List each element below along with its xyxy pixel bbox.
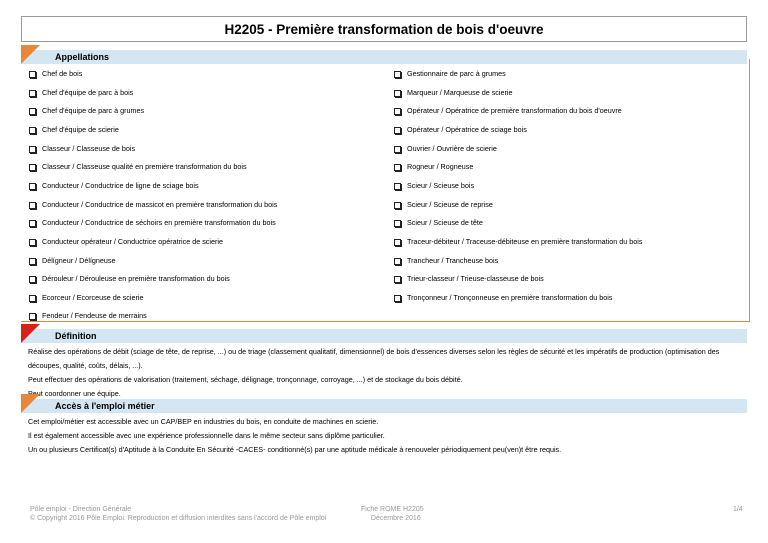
checkbox-icon: [394, 258, 401, 265]
checkbox-icon: [394, 183, 401, 190]
footer-page: 1/4: [733, 506, 743, 513]
checkbox-icon: [29, 313, 36, 320]
checkbox-icon: [394, 108, 401, 115]
checkbox-icon: [29, 146, 36, 153]
section-title: Accès à l'emploi métier: [55, 401, 155, 411]
acces-line: Un ou plusieurs Certificat(s) d'Aptitude à la Conduite En Sécurité -CACES- conditionné(s) par une aptitude médicale à renouveler périodiquement peu(ven)t être requis.: [28, 445, 562, 454]
checkbox-icon: [29, 127, 36, 134]
appellation-label: Trancheur / Trancheuse bois: [407, 255, 499, 265]
definition-line: Réalise des opérations de débit (sciage de tête, de reprise, ...) ou de triage (classement qualitatif, dimensionnel) de bois d'essences diverses selon les règles de sécurité et les impératifs de production (optimisation des: [28, 347, 720, 356]
checkbox-icon: [29, 202, 36, 209]
appellation-label: Chef d'équipe de parc à grumes: [42, 106, 145, 116]
footer-date: Décembre 2016: [370, 515, 421, 522]
checkbox-icon: [394, 239, 401, 246]
checkbox-icon: [29, 258, 36, 265]
appellation-label: Scieur / Scieuse bois: [407, 180, 475, 190]
footer-copyright: © Copyright 2016 Pôle Emploi. Reproduction et diffusion interdites sans l'accord de Pôle emploi: [30, 515, 327, 522]
checkbox-icon: [29, 164, 36, 171]
checkbox-icon: [394, 127, 401, 134]
appellation-label: Traceur-débiteur / Traceuse-débiteuse en première transformation du bois: [407, 236, 643, 246]
appellation-label: Conducteur opérateur / Conductrice opératrice de scierie: [42, 236, 223, 246]
appellation-label: Chef de bois: [42, 69, 83, 78]
section-title: Appellations: [55, 52, 110, 62]
appellation-label: Ouvrier / Ouvrière de scierie: [407, 143, 497, 153]
section-flag-icon: [21, 324, 40, 343]
appellation-label: Scieur / Scieuse de reprise: [407, 199, 493, 209]
appellation-label: Dérouleur / Dérouleuse en première transformation du bois: [42, 274, 230, 284]
checkbox-icon: [394, 295, 401, 302]
appellation-label: Opérateur / Opératrice de sciage bois: [407, 124, 527, 134]
appellation-label: Trieur-classeur / Trieuse-classeuse de bois: [407, 274, 544, 284]
appellation-label: Délígneur / Délígneuse: [42, 255, 116, 265]
appellation-label: Gestionnaire de parc à grumes: [407, 69, 506, 78]
appellation-label: Chef d'équipe de parc à bois: [42, 87, 134, 97]
section-header-definition: [21, 329, 747, 343]
definition-line: Peut effectuer des opérations de valorisation (traitement, séchage, délignage, tronçonnage, corroyage, ...) et de stockage du bois débité.: [28, 375, 463, 384]
section-flag-icon: [21, 394, 40, 413]
appellation-label: Rogneur / Rogneuse: [407, 162, 474, 172]
appellation-label: Conducteur / Conductrice de ligne de sciage bois: [42, 180, 199, 190]
checkbox-icon: [29, 108, 36, 115]
appellation-label: Scieur / Scieuse de tête: [407, 218, 483, 228]
appellation-label: Classeur / Classeuse qualité en première transformation du bois: [42, 162, 247, 172]
checkbox-icon: [29, 71, 36, 78]
appellation-label: Opérateur / Opératrice de première transformation du bois d'oeuvre: [407, 106, 622, 116]
appellation-label: Conducteur / Conductrice de massicot en première transformation du bois: [42, 199, 278, 209]
checkbox-icon: [394, 90, 401, 97]
appellation-label: Ecorceur / Ecorceuse de scierie: [42, 292, 144, 302]
definition-line: découpes, qualité, coûts, délais, ...).: [28, 361, 143, 370]
appellation-label: Chef d'équipe de scierie: [42, 124, 119, 134]
checkbox-icon: [29, 90, 36, 97]
checkbox-icon: [394, 71, 401, 78]
appellation-label: Conducteur / Conductrice de séchoirs en première transformation du bois: [42, 218, 276, 228]
definition-line: Peut coordonner une équipe.: [28, 389, 121, 398]
acces-line: Cet emploi/métier est accessible avec un CAP/BEP en industries du bois, en conduite de machines en scierie.: [28, 417, 379, 426]
section-title: Définition: [55, 331, 97, 341]
appellation-label: Tronçonneur / Tronçonneuse en première transformation du bois: [407, 292, 613, 302]
checkbox-icon: [394, 146, 401, 153]
checkbox-icon: [394, 276, 401, 283]
checkbox-icon: [29, 276, 36, 283]
checkbox-icon: [394, 164, 401, 171]
checkbox-icon: [394, 202, 401, 209]
checkbox-icon: [29, 220, 36, 227]
section-header-acces: [21, 399, 747, 413]
footer-fiche: Fiche ROME H2205: [361, 506, 424, 513]
footer-center: [361, 505, 424, 523]
checkbox-icon: [29, 183, 36, 190]
appellation-label: Classeur / Classeuse de bois: [42, 143, 136, 153]
appellation-label: Marqueur / Marqueuse de scierie: [407, 87, 513, 97]
appellation-label: Fendeur / Fendeuse de merrains: [42, 311, 147, 321]
checkbox-icon: [394, 220, 401, 227]
page-title: H2205 - Première transformation de bois d'oeuvre: [21, 16, 747, 42]
acces-line: Il est également accessible avec une expérience professionnelle dans le même secteur sans diplôme particulier.: [28, 431, 385, 440]
footer-org: Pôle emploi - Direction Générale: [30, 506, 132, 513]
footer-left: [30, 505, 326, 523]
checkbox-icon: [29, 239, 36, 246]
checkbox-icon: [29, 295, 36, 302]
